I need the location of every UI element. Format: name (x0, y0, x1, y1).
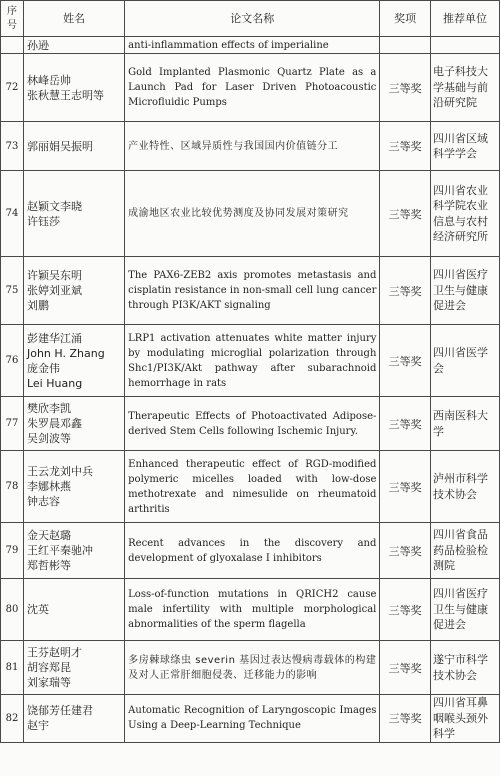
cell-prize: 三等奖 (380, 451, 431, 523)
cell-names: 许颖吴东明 张婷刘亚斌 刘鹏 (23, 257, 124, 325)
table-row (1, 397, 500, 451)
cell-no: 80 (1, 579, 24, 641)
cell-title: Enhanced therapeutic effect of RGD-modified polymeric micelles loaded with low-dose methotrexate and nimesulide on rheumatoid arthritis (125, 451, 380, 523)
cell-names: 林峰岳帅 张秋慧王志明等 (23, 54, 124, 122)
cell-title: 产业特性、区域异质性与我国国内价值链分工 (125, 122, 380, 171)
cell-no: 72 (1, 54, 24, 122)
table-row (1, 122, 500, 171)
cell-title: Loss-of-function mutations in QRICH2 cause male infertility with multiple morphological abnormalities of the sperm flagella (125, 579, 380, 641)
table-row (1, 257, 500, 325)
table-row (1, 641, 500, 695)
header-no (1, 1, 24, 37)
cell-prize: 三等奖 (380, 523, 431, 579)
cell-prize: 三等奖 (380, 54, 431, 122)
cell-title: LRP1 activation attenuates white matter injury by modulating microglial polarization through Shc1/PI3K/Akt pathway after subarachnoid hemorrhage in rats (125, 325, 380, 397)
cell-no: 74 (1, 171, 24, 257)
cell-unit: 四川省医疗卫生与健康促进会 (430, 257, 499, 325)
table-row (1, 54, 500, 122)
cell-no: 76 (1, 325, 24, 397)
cell-no: 81 (1, 641, 24, 695)
table-row (1, 325, 500, 397)
cell-no: 79 (1, 523, 24, 579)
cell-unit: 遂宁市科学技术协会 (430, 641, 499, 695)
cell-no: 75 (1, 257, 24, 325)
cell-prize: 三等奖 (380, 641, 431, 695)
table-header-row (1, 1, 500, 37)
cell-no: 78 (1, 451, 24, 523)
cell-prize: 三等奖 (380, 397, 431, 451)
cell-prize: 三等奖 (380, 579, 431, 641)
cell-title: 成渝地区农业比较优势测度及协同发展对策研究 (125, 171, 380, 257)
cell-names: 王芬赵明才 胡容郑昆 刘家瑞等 (23, 641, 124, 695)
continuation-row (1, 37, 500, 54)
cell-names: 郭丽娟吴振明 (23, 122, 124, 171)
cell-no: 73 (1, 122, 24, 171)
cell-title: Recent advances in the discovery and development of glyoxalase I inhibitors (125, 523, 380, 579)
cell-unit: 电子科技大学基础与前沿研究院 (430, 54, 499, 122)
cell-unit: 四川省耳鼻咽喉头颈外科学 (430, 695, 499, 743)
table-row (1, 171, 500, 257)
cell-title: Gold Implanted Plasmonic Quartz Plate as a Launch Pad for Laser Driven Photoacoustic Microfluidic Pumps (125, 54, 380, 122)
cell-names: 赵颖文李晓 许钰莎 (23, 171, 124, 257)
cell-prize (380, 37, 431, 54)
cell-prize: 三等奖 (380, 257, 431, 325)
cell-unit: 西南医科大学 (430, 397, 499, 451)
header-unit: 推荐单位 (430, 1, 499, 37)
cell-names: 饶郁芳任建君 赵宇 (23, 695, 124, 743)
cell-unit: 四川省区域科学学会 (430, 122, 499, 171)
cell-title: Therapeutic Effects of Photoactivated Adipose-derived Stem Cells following Ischemic Injury. (125, 397, 380, 451)
title-text: anti-inflammation effects of imperialine (128, 39, 329, 51)
table-row (1, 523, 500, 579)
header-no-label: 序号 (6, 5, 17, 31)
cell-unit: 四川省农业科学院农业信息与农村经济研究所 (430, 171, 499, 257)
cell-no: 82 (1, 695, 24, 743)
cell-unit (430, 37, 499, 54)
cell-unit: 四川省医学会 (430, 325, 499, 397)
cell-unit: 泸州市科学技术协会 (430, 451, 499, 523)
cell-unit: 四川省食品药品检验检测院 (430, 523, 499, 579)
header-prize: 奖项 (380, 1, 431, 37)
table-row (1, 695, 500, 743)
cell-no (1, 37, 24, 54)
table-row (1, 451, 500, 523)
cell-title (125, 37, 380, 54)
header-name: 姓名 (23, 1, 124, 37)
cell-names: 樊欣李凯 朱罗晨邓鑫 吴剑波等 (23, 397, 124, 451)
cell-names: 王云龙刘中兵 李娜林燕 钟志容 (23, 451, 124, 523)
cell-unit: 四川省医疗卫生与健康促进会 (430, 579, 499, 641)
header-title: 论文名称 (125, 1, 380, 37)
cell-title: Automatic Recognition of Laryngoscopic Images Using a Deep-Learning Technique (125, 695, 380, 743)
cell-prize: 三等奖 (380, 325, 431, 397)
cell-no: 77 (1, 397, 24, 451)
cell-prize: 三等奖 (380, 695, 431, 743)
cell-names: 金天赵璐 王红平秦驰冲 郑哲彬等 (23, 523, 124, 579)
cell-title: 多房棘球绦虫 severin 基因过表达慢病毒载体的构建及对人正常肝细胞侵袭、迁移能力的影响 (125, 641, 380, 695)
cell-names: 沈英 (23, 579, 124, 641)
cell-prize: 三等奖 (380, 171, 431, 257)
cell-names: 孙逊 (23, 37, 124, 54)
cell-title: The PAX6-ZEB2 axis promotes metastasis and cisplatin resistance in non-small cell lung cancer through PI3K/AKT signaling (125, 257, 380, 325)
table-row (1, 579, 500, 641)
cell-names: 彭建华江涌 John H. Zhang 庞金伟 Lei Huang (23, 325, 124, 397)
cell-prize: 三等奖 (380, 122, 431, 171)
